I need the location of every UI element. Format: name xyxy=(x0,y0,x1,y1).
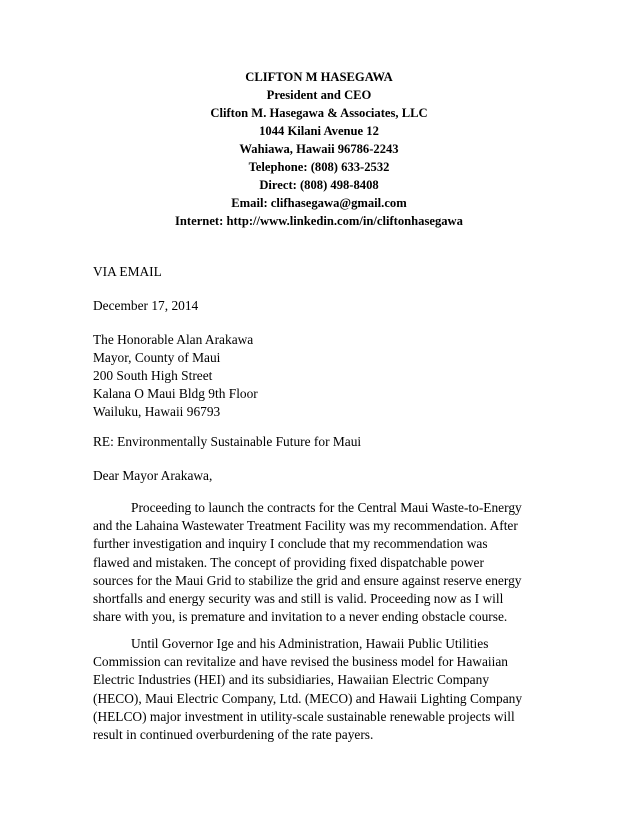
recipient-line: 200 South High Street xyxy=(93,368,213,383)
sender-title: President and CEO xyxy=(266,88,372,102)
paragraph-line: flawed and mistaken. The concept of providing fixed dispatchable power xyxy=(93,554,484,570)
paragraph-line: shortfalls and energy security was and still is valid. Proceeding now as I will xyxy=(93,591,504,607)
paragraph-line: (HELCO) major investment in utility-scale sustainable renewable projects will xyxy=(93,708,515,724)
delivery-method: VIA EMAIL xyxy=(93,264,162,279)
letterhead xyxy=(0,68,638,230)
sender-street: 1044 Kilani Avenue 12 xyxy=(259,124,379,138)
paragraph-line: result in continued overburdening of the rate payers. xyxy=(93,727,374,743)
recipient-line: Kalana O Maui Bldg 9th Floor xyxy=(93,386,258,401)
paragraph-line: share with you, is premature and invitation to a never ending obstacle course. xyxy=(93,609,508,625)
paragraph-line: Electric Industries (HEI) and its subsidiaries, Hawaiian Electric Company xyxy=(93,672,490,688)
sender-internet: Internet: http://www.linkedin.com/in/cliftonhasegawa xyxy=(175,214,463,228)
recipient-line: Mayor, County of Maui xyxy=(93,350,221,365)
paragraph-line: Commission can revitalize and have revised the business model for Hawaiian xyxy=(93,654,508,670)
sender-company: Clifton M. Hasegawa & Associates, LLC xyxy=(210,106,428,120)
salutation: Dear Mayor Arakawa, xyxy=(93,468,213,483)
sender-telephone: Telephone: (808) 633-2532 xyxy=(248,160,390,174)
subject-line: RE: Environmentally Sustainable Future for Maui xyxy=(93,434,362,449)
paragraph-1 xyxy=(93,499,563,626)
paragraph-line: Until Governor Ige and his Administration, Hawaii Public Utilities xyxy=(131,636,489,651)
paragraph-2 xyxy=(93,635,563,744)
sender-name: CLIFTON M HASEGAWA xyxy=(245,70,393,84)
sender-email: Email: clifhasegawa@gmail.com xyxy=(231,196,407,210)
paragraph-line: and the Lahaina Wastewater Treatment Facility was my recommendation. After xyxy=(93,518,518,534)
paragraph-line: sources for the Maui Grid to stabilize the grid and ensure against reserve energy xyxy=(93,572,522,588)
paragraph-line: Proceeding to launch the contracts for the Central Maui Waste-to-Energy xyxy=(131,500,522,515)
recipient-line: The Honorable Alan Arakawa xyxy=(93,332,254,347)
sender-city: Wahiawa, Hawaii 96786-2243 xyxy=(239,142,399,156)
recipient-line: Wailuku, Hawaii 96793 xyxy=(93,404,221,419)
paragraph-line: further investigation and inquiry I conclude that my recommendation was xyxy=(93,536,488,552)
sender-direct: Direct: (808) 498-8408 xyxy=(259,178,379,192)
letter-date: December 17, 2014 xyxy=(93,298,199,313)
recipient-address xyxy=(93,331,543,421)
paragraph-line: (HECO), Maui Electric Company, Ltd. (MECO) and Hawaii Lighting Company xyxy=(93,690,523,706)
